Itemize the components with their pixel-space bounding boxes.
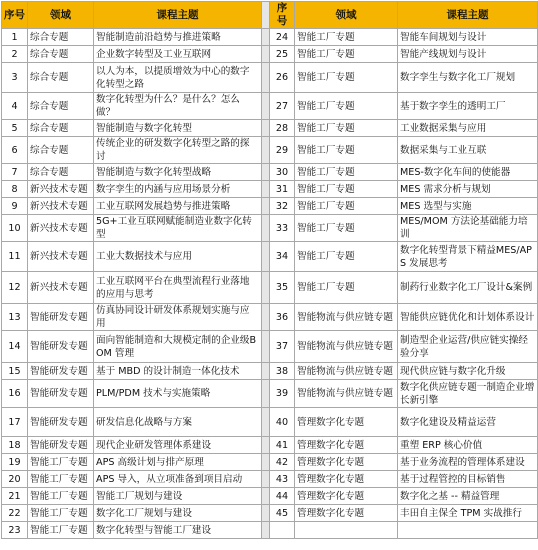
row-number: 36 [270,304,295,331]
row-number: 45 [270,505,295,522]
domain-cell: 智能工厂专题 [28,471,94,488]
row-number: 37 [270,331,295,363]
topic-cell: 数字化之基 -- 精益管理 [398,488,538,505]
column-gap [262,46,270,63]
column-gap [262,137,270,164]
column-gap [262,93,270,120]
domain-cell: 新兴技术专题 [28,272,94,304]
table-row [2,29,538,46]
row-number: 15 [2,363,28,380]
row-number: 43 [270,471,295,488]
topic-cell: 数字化转型与智能工厂建设 [94,522,262,539]
row-number: 42 [270,454,295,471]
topic-cell: 基于 MBD 的设计制造一体化技术 [94,363,262,380]
domain-cell: 管理数字化专题 [295,505,398,522]
row-number: 26 [270,63,295,93]
row-number: 19 [2,454,28,471]
domain-cell: 管理数字化专题 [295,454,398,471]
column-gap [262,331,270,363]
row-number: 27 [270,93,295,120]
table-row [2,198,538,215]
table-body [2,29,538,539]
domain-cell: 综合专题 [28,137,94,164]
topic-cell: 智能制造前沿趋势与推进策略 [94,29,262,46]
topic-cell: 工业大数据技术与应用 [94,242,262,272]
topic-cell: 重塑 ERP 核心价值 [398,437,538,454]
table-row [2,522,538,539]
domain-cell: 新兴技术专题 [28,215,94,242]
row-number: 24 [270,29,295,46]
topic-cell: APS 导入，从立项准备到项目启动 [94,471,262,488]
header-topic: 课程主题 [94,2,262,29]
column-gap [262,181,270,198]
topic-cell: 工业数据采集与应用 [398,120,538,137]
row-number: 11 [2,242,28,272]
topic-cell: 工业互联网平台在典型流程行业落地的应用与思考 [94,272,262,304]
topic-cell: 数字化转型为什么？是什么？怎么做？ [94,93,262,120]
domain-cell: 综合专题 [28,29,94,46]
topic-cell: 数字化工厂规划与建设 [94,505,262,522]
row-number [270,522,295,539]
domain-cell: 新兴技术专题 [28,181,94,198]
domain-cell: 智能物流与供应链专题 [295,304,398,331]
table-row [2,408,538,437]
topic-cell: MES/MOM 方法论基础能力培训 [398,215,538,242]
column-gap [262,304,270,331]
table-row [2,331,538,363]
row-number: 8 [2,181,28,198]
topic-cell: 以人为本，以提质增效为中心的数字化转型之路 [94,63,262,93]
domain-cell: 智能研发专题 [28,304,94,331]
domain-cell: 智能研发专题 [28,363,94,380]
domain-cell: 智能工厂专题 [295,242,398,272]
topic-cell: MES 需求分析与规划 [398,181,538,198]
topic-cell: 5G+工业互联网赋能制造业数字化转型 [94,215,262,242]
topic-cell: APS 高级计划与排产原理 [94,454,262,471]
row-number: 39 [270,380,295,408]
topic-cell: 智能车间规划与设计 [398,29,538,46]
row-number: 7 [2,164,28,181]
row-number: 22 [2,505,28,522]
header-topic-right: 课程主题 [398,2,538,29]
row-number: 20 [2,471,28,488]
row-number: 28 [270,120,295,137]
domain-cell: 智能工厂专题 [295,215,398,242]
topic-cell: 面向智能制造和大规模定制的企业级BOM 管理 [94,331,262,363]
domain-cell: 综合专题 [28,46,94,63]
row-number: 6 [2,137,28,164]
topic-cell: 工业互联网发展趋势与推进策略 [94,198,262,215]
table-row [2,304,538,331]
column-gap [262,488,270,505]
row-number: 32 [270,198,295,215]
table-row [2,454,538,471]
topic-cell: 智能供应链优化和计划体系设计 [398,304,538,331]
table-row [2,471,538,488]
domain-cell: 智能工厂专题 [28,522,94,539]
topic-cell: PLM/PDM 技术与实施策略 [94,380,262,408]
column-gap [262,380,270,408]
topic-cell: 现代供应链与数字化升级 [398,363,538,380]
topic-cell: 基于业务流程的管理体系建设 [398,454,538,471]
topic-cell: 数字化转型背景下精益MES/APS 发展思考 [398,242,538,272]
row-number: 4 [2,93,28,120]
topic-cell: 智能制造与数字化转型 [94,120,262,137]
column-gap [262,437,270,454]
domain-cell: 智能研发专题 [28,331,94,363]
table-row [2,215,538,242]
row-number: 38 [270,363,295,380]
table-row [2,137,538,164]
domain-cell: 智能工厂专题 [295,181,398,198]
domain-cell: 智能工厂专题 [295,198,398,215]
topic-cell: 制造型企业运营/供应链实操经验分享 [398,331,538,363]
topic-cell: 基于数字孪生的透明工厂 [398,93,538,120]
domain-cell: 智能研发专题 [28,437,94,454]
domain-cell: 智能工厂专题 [295,29,398,46]
table-row [2,272,538,304]
topic-cell: MES-数字化车间的使能器 [398,164,538,181]
column-gap [262,505,270,522]
column-gap [262,471,270,488]
domain-cell: 智能物流与供应链专题 [295,331,398,363]
topic-cell: 研发信息化战略与方案 [94,408,262,437]
table-row [2,120,538,137]
topic-cell: 制药行业数字化工厂设计&案例 [398,272,538,304]
domain-cell: 综合专题 [28,164,94,181]
row-number: 41 [270,437,295,454]
row-number: 44 [270,488,295,505]
domain-cell: 智能研发专题 [28,408,94,437]
topic-cell: 现代企业研发管理体系建设 [94,437,262,454]
domain-cell: 管理数字化专题 [295,471,398,488]
column-gap [262,2,270,29]
domain-cell: 智能物流与供应链专题 [295,363,398,380]
topic-cell: MES 选型与实施 [398,198,538,215]
domain-cell: 智能工厂专题 [28,488,94,505]
row-number: 13 [2,304,28,331]
column-gap [262,408,270,437]
domain-cell: 综合专题 [28,120,94,137]
table-row [2,46,538,63]
topic-cell: 数字孪生的内涵与应用场景分析 [94,181,262,198]
row-number: 25 [270,46,295,63]
column-gap [262,363,270,380]
topic-cell: 智能产线规划与设计 [398,46,538,63]
domain-cell: 智能工厂专题 [28,454,94,471]
course-table [1,1,538,539]
row-number: 3 [2,63,28,93]
row-number: 21 [2,488,28,505]
table-row [2,380,538,408]
domain-cell: 智能工厂专题 [295,137,398,164]
row-number: 17 [2,408,28,437]
row-number: 18 [2,437,28,454]
domain-cell: 智能物流与供应链专题 [295,380,398,408]
row-number: 35 [270,272,295,304]
row-number: 2 [2,46,28,63]
domain-cell: 新兴技术专题 [28,242,94,272]
domain-cell: 智能工厂专题 [28,505,94,522]
row-number: 33 [270,215,295,242]
header-no: 序号 [2,2,28,29]
domain-cell: 智能工厂专题 [295,272,398,304]
table-row [2,488,538,505]
row-number: 30 [270,164,295,181]
topic-cell [398,522,538,539]
domain-cell: 智能工厂专题 [295,93,398,120]
domain-cell: 智能工厂专题 [295,164,398,181]
table-row [2,93,538,120]
row-number: 1 [2,29,28,46]
column-gap [262,242,270,272]
row-number: 40 [270,408,295,437]
column-gap [262,272,270,304]
topic-cell: 数据采集与工业互联 [398,137,538,164]
domain-cell: 智能工厂专题 [295,120,398,137]
row-number: 10 [2,215,28,242]
row-number: 16 [2,380,28,408]
domain-cell: 管理数字化专题 [295,408,398,437]
topic-cell: 丰田自主保全 TPM 实战推行 [398,505,538,522]
table-row [2,363,538,380]
domain-cell [295,522,398,539]
table-row [2,63,538,93]
table-row [2,242,538,272]
topic-cell: 传统企业的研发数字化转型之路的探讨 [94,137,262,164]
column-gap [262,120,270,137]
column-gap [262,454,270,471]
domain-cell: 新兴技术专题 [28,198,94,215]
row-number: 34 [270,242,295,272]
row-number: 9 [2,198,28,215]
domain-cell: 管理数字化专题 [295,488,398,505]
row-number: 31 [270,181,295,198]
row-number: 23 [2,522,28,539]
header-no-right: 序号 [270,2,295,29]
column-gap [262,198,270,215]
domain-cell: 智能研发专题 [28,380,94,408]
row-number: 12 [2,272,28,304]
domain-cell: 综合专题 [28,93,94,120]
topic-cell: 智能工厂规划与建设 [94,488,262,505]
domain-cell: 管理数字化专题 [295,437,398,454]
topic-cell: 数字化供应链专题一制造企业增长新引擎 [398,380,538,408]
table-row [2,437,538,454]
header-domain-right: 领域 [295,2,398,29]
table-row [2,181,538,198]
row-number: 14 [2,331,28,363]
topic-cell: 基于过程管控的目标销售 [398,471,538,488]
domain-cell: 综合专题 [28,63,94,93]
topic-cell: 企业数字转型及工业互联网 [94,46,262,63]
row-number: 29 [270,137,295,164]
topic-cell: 仿真协同设计研发体系规划实施与应用 [94,304,262,331]
column-gap [262,215,270,242]
column-gap [262,63,270,93]
topic-cell: 数字化建设及精益运营 [398,408,538,437]
row-number: 5 [2,120,28,137]
table-row [2,164,538,181]
domain-cell: 智能工厂专题 [295,46,398,63]
column-gap [262,29,270,46]
column-gap [262,522,270,539]
header-row [2,2,538,29]
column-gap [262,164,270,181]
topic-cell: 数字孪生与数字化工厂规划 [398,63,538,93]
topic-cell: 智能制造与数字化转型战略 [94,164,262,181]
table-row [2,505,538,522]
header-domain: 领域 [28,2,94,29]
domain-cell: 智能工厂专题 [295,63,398,93]
